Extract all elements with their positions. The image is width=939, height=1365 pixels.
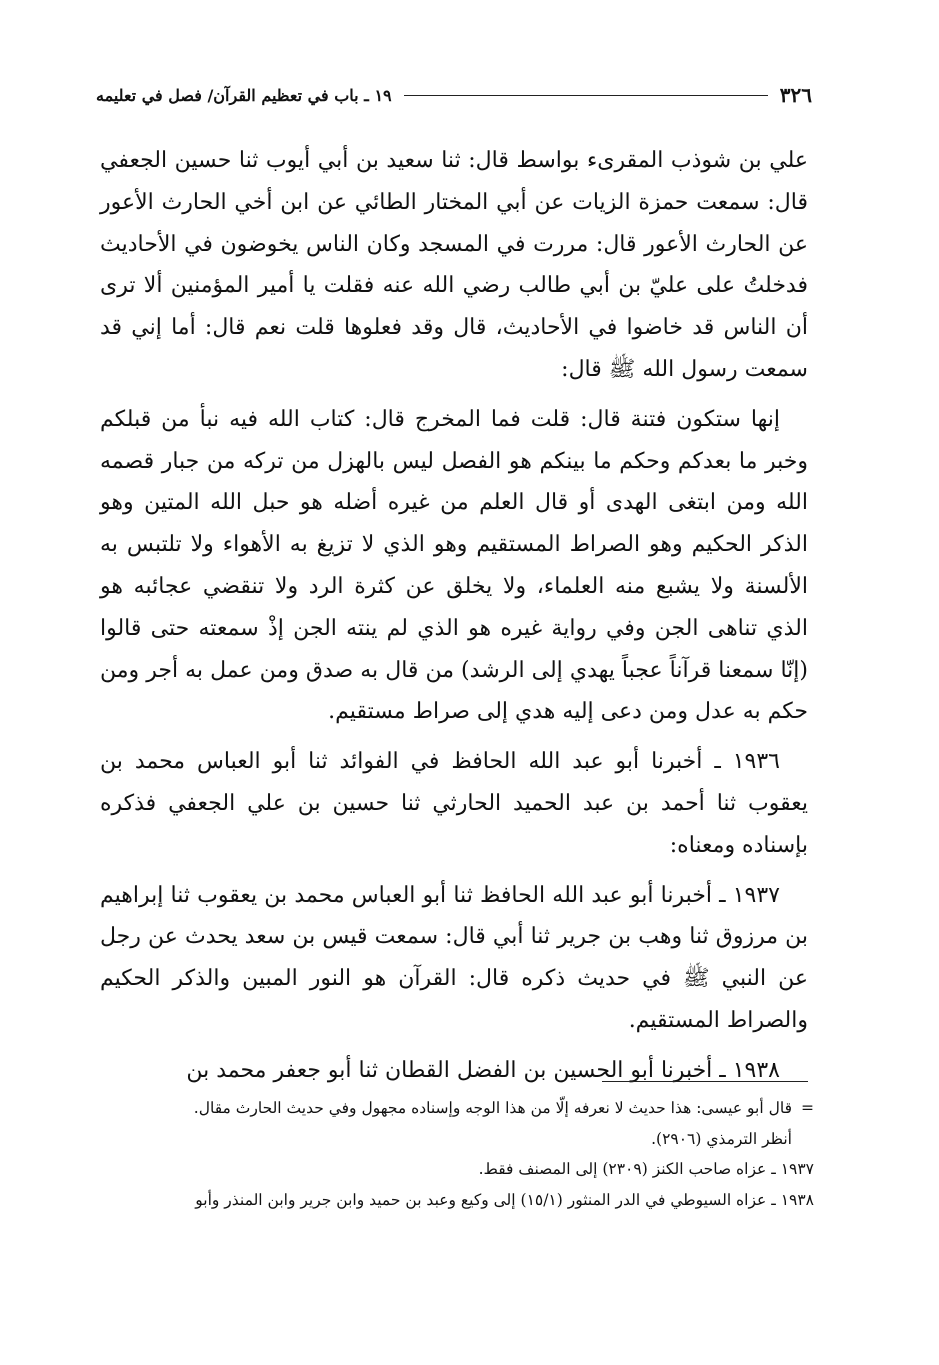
continuation-mark: = <box>801 1099 814 1117</box>
footnote-continuation-text: قال أبو عيسى: هذا حديث لا نعرفه إلّا من هذا الوجه وإسناده مجهول وفي حديث الحارث مقال. <box>193 1099 792 1117</box>
footnotes <box>98 1093 814 1215</box>
paragraph-1937: ١٩٣٧ ـ أخبرنا أبو عبد الله الحافظ ثنا أبو العباس محمد بن يعقوب ثنا إبراهيم بن مرزوق ثنا وهب بن جرير ثنا أبي قال: سمعت قيس بن سعد يحدث عن رجل عن النبي ﷺ في حديث ذكره قال: القرآن هو النور المبين والذكر الحكيم والصراط المستقيم. <box>100 882 808 1033</box>
paragraph-1936: ١٩٣٦ ـ أخبرنا أبو عبد الله الحافظ في الفوائد ثنا أبو العباس محمد بن يعقوب ثنا أحمد بن عبد الحميد الحارثي ثنا حسين بن علي الجعفي فذكره بإسناده ومعناه: <box>100 749 808 858</box>
page-number: ٣٢٦ <box>779 83 812 107</box>
page-header <box>96 80 812 110</box>
paragraph-1938: ١٩٣٨ ـ أخبرنا أبو الحسين بن الفضل القطان ثنا أبو جعفر محمد بن <box>186 1057 780 1083</box>
footnote-separator <box>602 1081 808 1082</box>
footnote-see-also: أنظر الترمذي (٢٩٠٦). <box>651 1129 792 1148</box>
paragraph-isnad-continuation: علي بن شوذب المقرىء بواسط قال: ثنا سعيد بن أبي أيوب ثنا حسين الجعفي قال: سمعت حمزة الزيات عن أبي المختار الطائي عن ابن أخي الحارث الأعور عن الحارث الأعور قال: مررت في المسجد وكان الناس يخوضون في الأحاديث فدخلتُ على عليّ بن أبي طالب رضي الله عنه فقلت يا أمير المؤمنين ألا ترى أن الناس قد خاضوا في الأحاديث، قال وقد فعلوها قلت نعم قال: أما إني قد سمعت رسول الله ﷺ قال: <box>100 148 808 382</box>
paragraph-hadith-text: إنها ستكون فتنة قال: قلت فما المخرج قال: كتاب الله فيه نبأ من قبلكم وخبر ما بعدكم وحكم ما بينكم هو الفصل ليس بالهزل من تركه من جبار قصمه الله ومن ابتغى الهدى أو قال العلم من غيره أضله هو حبل الله المتين وهو الذكر الحكيم وهو الصراط المستقيم وهو الذي لا تزيغ به الأهواء ولا تلتبس به الألسنة ولا يشبع منه العلماء، ولا يخلق عن كثرة الرد ولا تنقضي عجائبه هو الذي تناهى الجن وفي رواية غيره هو الذي لم ينته الجن إذْ سمعته حتى قالوا (إنّا سمعنا قرآناً عجباً يهدي إلى الرشد) من قال به صدق ومن عمل به أجر ومن حكم به عدل ومن دعى إليه هدي إلى صراط مستقيم. <box>100 406 808 725</box>
running-title: ١٩ ـ باب في تعظيم القرآن/ فصل في تعليمه <box>96 85 392 105</box>
main-text <box>100 140 808 1100</box>
footnote-1937: ١٩٣٧ ـ عزاه صاحب الكنز (٢٣٠٩) إلى المصنف فقط. <box>478 1160 814 1178</box>
footnote-1938: ١٩٣٨ ـ عزاه السيوطي في الدر المنثور (١٥/١) إلى وكيع وعبد بن حميد وابن جرير وابن المنذر وأبو <box>195 1190 814 1209</box>
footnote-continuation <box>98 1093 814 1124</box>
header-rule <box>404 95 768 96</box>
